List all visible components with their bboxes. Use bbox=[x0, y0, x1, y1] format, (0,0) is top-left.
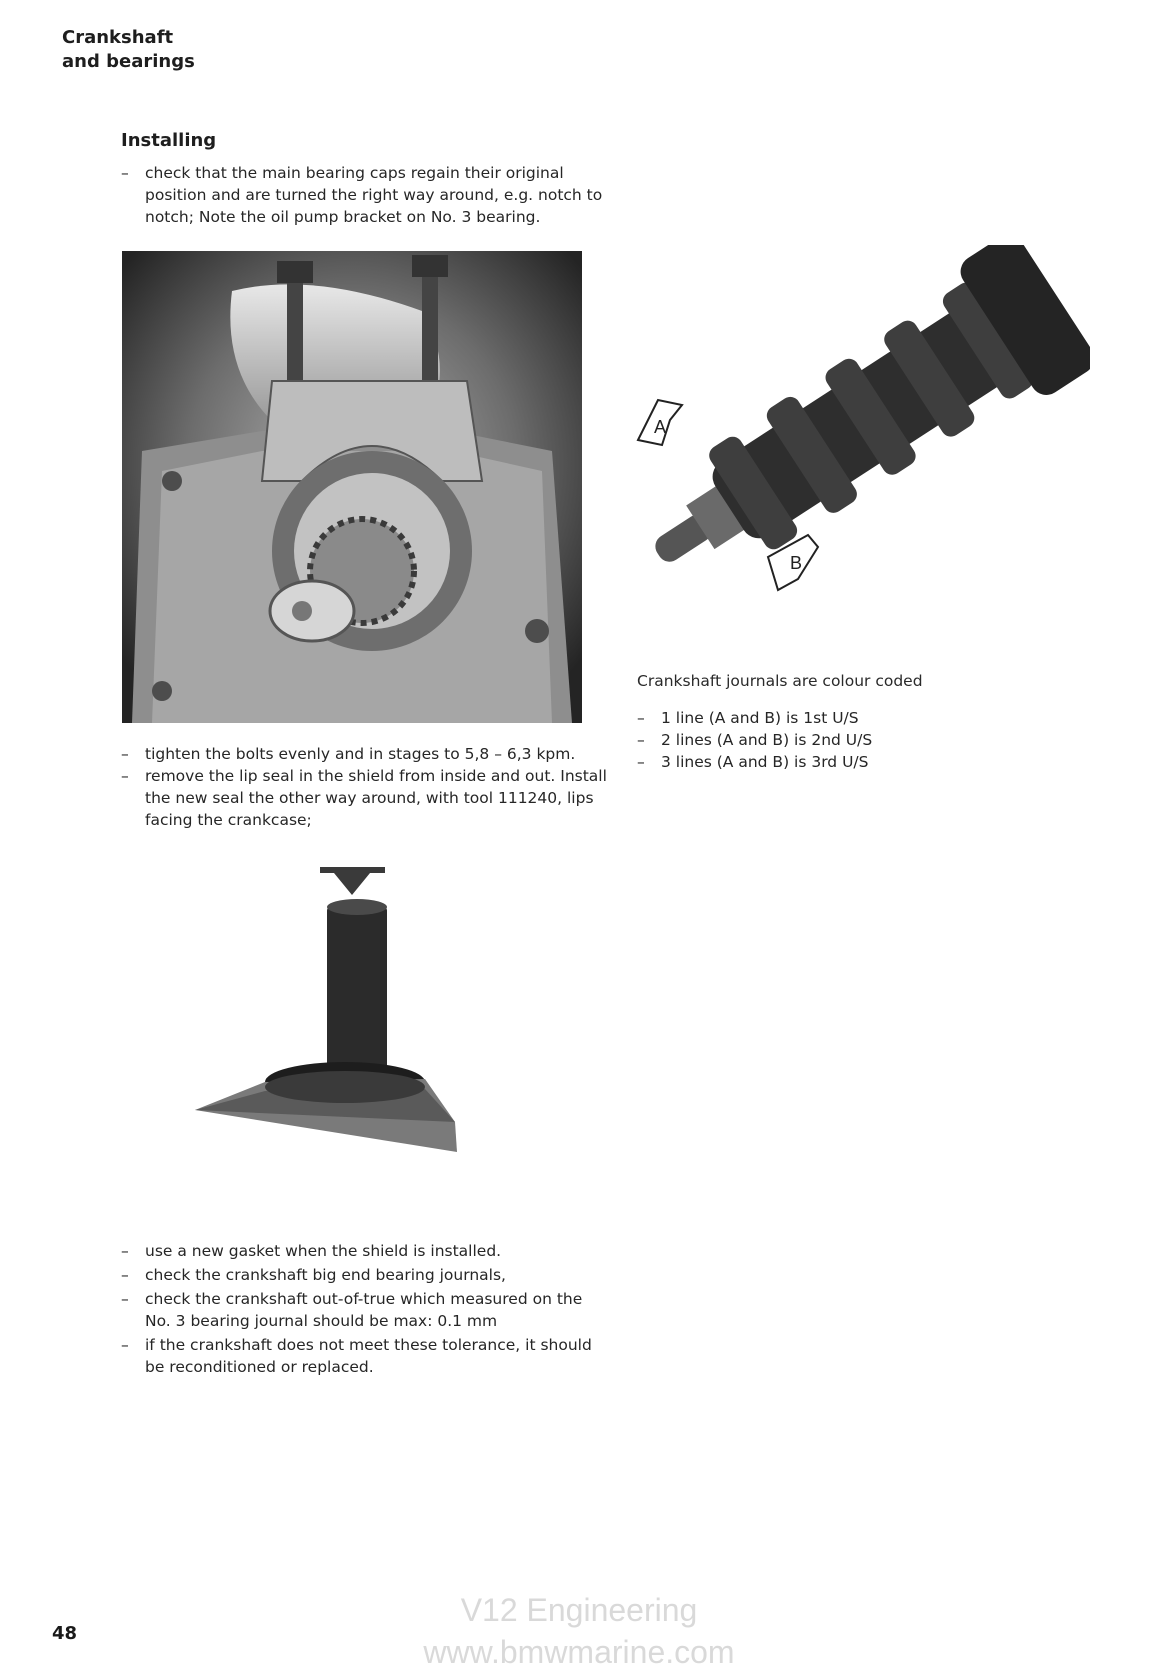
list-item: – 1 line (A and B) is 1st U/S bbox=[637, 707, 967, 729]
section-title-line-1: Crankshaft bbox=[62, 27, 174, 48]
step-item: – check that the main bearing caps regain their original position and are turned the right way around, e.g. notch to notch; Note the oil pump bracket on No. 3 bearing. bbox=[121, 162, 611, 228]
installing-heading: Installing bbox=[121, 130, 217, 151]
marker-a bbox=[638, 400, 682, 445]
installing-steps-2 bbox=[121, 743, 611, 831]
bearing-cap-photo bbox=[122, 251, 582, 723]
step-item: – remove the lip seal in the shield from inside and out. Install the new seal the other way around, with tool 111240, lips facing the crankcase; bbox=[121, 765, 611, 831]
list-item: – 2 lines (A and B) is 2nd U/S bbox=[637, 729, 967, 751]
step-item: – tighten the bolts evenly and in stages to 5,8 – 6,3 kpm. bbox=[121, 743, 611, 765]
marker-a-label: A bbox=[654, 417, 667, 437]
journal-coding-list bbox=[637, 707, 967, 773]
watermark-title: V12 Engineering bbox=[460, 1592, 698, 1628]
page-number: 48 bbox=[52, 1623, 78, 1644]
step-item: – use a new gasket when the shield is installed. bbox=[121, 1240, 601, 1262]
installing-steps-1 bbox=[121, 162, 611, 228]
crankshaft-caption: Crankshaft journals are colour coded bbox=[637, 672, 923, 690]
installing-steps-3 bbox=[121, 1240, 601, 1380]
list-item: – 3 lines (A and B) is 3rd U/S bbox=[637, 751, 967, 773]
section-title-line-2: and bearings bbox=[62, 51, 195, 72]
seal-tool-photo bbox=[195, 867, 465, 1157]
watermark-url: www.bmwmarine.com bbox=[423, 1634, 735, 1670]
crankshaft-photo bbox=[630, 245, 1090, 605]
section-title bbox=[62, 26, 195, 74]
marker-b-label: B bbox=[790, 553, 803, 573]
step-item: – check the crankshaft out-of-true which measured on the No. 3 bearing journal should be max: 0.1 mm bbox=[121, 1288, 601, 1332]
arrow-down-icon bbox=[320, 867, 385, 895]
step-item: – if the crankshaft does not meet these tolerance, it should be reconditioned or replaced. bbox=[121, 1334, 601, 1378]
step-item: – check the crankshaft big end bearing journals, bbox=[121, 1264, 601, 1286]
